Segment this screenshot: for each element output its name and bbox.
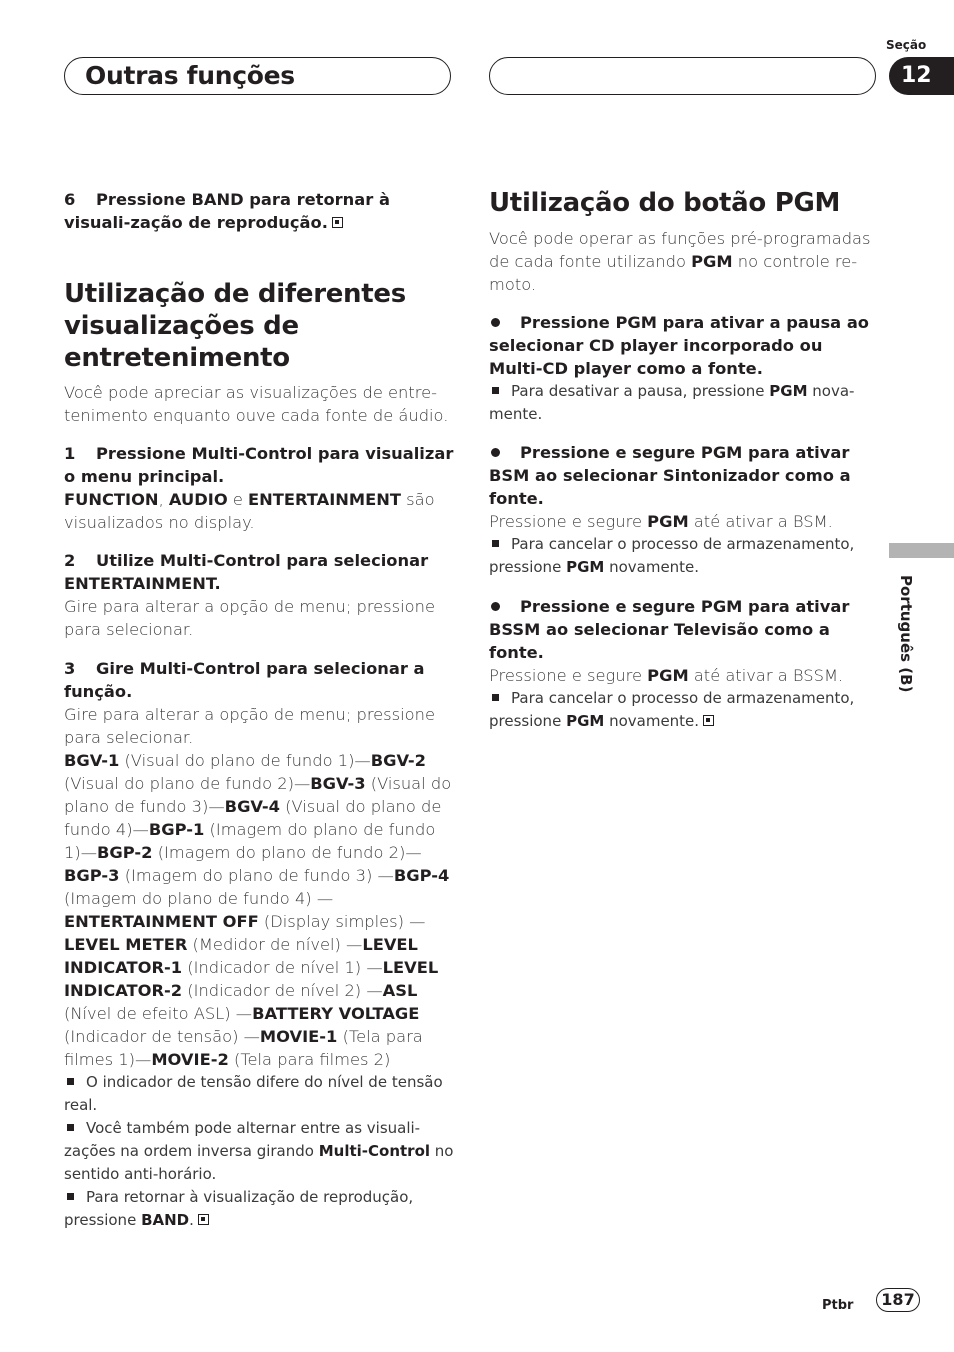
option-desc: (Imagem do plano de fundo 4) — <box>64 889 334 908</box>
pgm-pause-block <box>489 311 881 426</box>
option-name: LEVEL INDICATOR-1 <box>64 935 418 977</box>
step-1-desc: FUNCTION, AUDIO e ENTERTAINMENT são visualizados no display. <box>64 490 435 532</box>
step-1: 1 Pressione Multi-Control para visualizar o menu principal. <box>64 444 454 486</box>
end-mark-icon <box>703 715 714 726</box>
pgm-bssm-step: Pressione e segure PGM para ativar BSSM ao selecionar Televisão como a fonte. <box>489 597 850 662</box>
step-3: 3 Gire Multi-Control para selecionar a função. <box>64 659 425 701</box>
step-3-block <box>64 657 454 1232</box>
pgm-pause-step: Pressione PGM para ativar a pausa ao selecionar CD player incorporado ou Multi-CD player como a fonte. <box>489 313 869 378</box>
step-2-block <box>64 549 454 641</box>
bullet-square-icon <box>67 1078 74 1085</box>
step-2: 2 Utilize Multi-Control para selecionar ENTERTAINMENT. <box>64 551 429 593</box>
option-desc: (Indicador de nível 1) — <box>182 958 383 977</box>
end-mark-icon <box>198 1214 209 1225</box>
option-desc: (Visual do plano de fundo 3)— <box>64 774 452 816</box>
option-name: BGV-3 <box>310 774 366 793</box>
step-1-block <box>64 442 454 534</box>
option-desc: (Visual do plano de fundo 4)— <box>64 797 442 839</box>
option-name: BGP-4 <box>393 866 450 885</box>
note-reverse: Você também pode alternar entre as visuali-zações na ordem inversa girando Multi-Control no sentido anti-horário. <box>64 1119 454 1183</box>
bullet-square-icon <box>67 1124 74 1131</box>
step-2-desc: Gire para alterar a opção de menu; pressione para selecionar. <box>64 597 435 639</box>
step-6: 6 Pressione BAND para retornar à visuali-zação de reprodução. <box>64 190 390 232</box>
option-name: LEVEL INDICATOR-2 <box>64 958 439 1000</box>
pgm-bssm-block <box>489 595 881 733</box>
option-desc: (Visual do plano de fundo 2)— <box>64 774 311 793</box>
option-desc: (Tela para filmes 2) <box>228 1050 391 1069</box>
option-desc: (Visual do plano de fundo 1)— <box>119 751 371 770</box>
language-tab-label: Português (B) <box>897 575 915 693</box>
function-options-list <box>64 749 454 1071</box>
section-heading-pgm: Utilização do botão PGM <box>489 188 841 218</box>
header-title-box <box>64 57 451 95</box>
section-heading-entertainment: Utilização de diferentes visualizações de entretenimento <box>64 279 406 373</box>
note-return: Para retornar à visualização de reprodução, pressione BAND. <box>64 1188 414 1229</box>
section-label: Seção <box>886 38 927 52</box>
option-desc: (Imagem do plano de fundo 1)— <box>64 820 436 862</box>
header-title: Outras funções <box>85 61 295 90</box>
language-tab-marker <box>889 543 954 558</box>
option-name: BGP-3 <box>64 866 120 885</box>
pgm-bsm-step: Pressione e segure PGM para ativar BSM ao selecionar Sintonizador como a fonte. <box>489 443 851 508</box>
option-name: LEVEL METER <box>64 935 188 954</box>
pgm-bsm-desc: Pressione e segure PGM até ativar a BSM. <box>489 512 833 531</box>
bullet-square-icon <box>492 540 499 547</box>
pgm-bsm-block <box>489 441 881 579</box>
option-name: BATTERY VOLTAGE <box>252 1004 420 1023</box>
step-3-desc: Gire para alterar a opção de menu; pressione para selecionar. <box>64 705 435 747</box>
section-number-tab: 12 <box>889 57 954 95</box>
option-name: MOVIE-2 <box>151 1050 229 1069</box>
pgm-intro: Você pode operar as funções pré-programadas de cada fonte utilizando PGM no controle re-moto. <box>489 229 871 294</box>
page-number: 187 <box>876 1288 920 1312</box>
option-name: ENTERTAINMENT OFF <box>64 912 259 931</box>
pgm-bssm-desc: Pressione e segure PGM até ativar a BSSM. <box>489 666 844 685</box>
header-blank-box <box>489 57 876 95</box>
option-desc: (Imagem do plano de fundo 2)— <box>152 843 422 862</box>
bullet-square-icon <box>67 1193 74 1200</box>
option-desc: (Display simples) — <box>258 912 426 931</box>
option-desc: (Indicador de nível 2) — <box>182 981 383 1000</box>
option-desc: (Nível de efeito ASL) — <box>64 1004 253 1023</box>
option-name: BGV-4 <box>224 797 280 816</box>
note-voltage: O indicador de tensão difere do nível de tensão real. <box>64 1073 443 1114</box>
bullet-dot-icon <box>491 602 500 611</box>
intro-text: Você pode apreciar as visualizações de entre-tenimento enquanto ouve cada fonte de áudio. <box>64 383 449 425</box>
option-name: MOVIE-1 <box>259 1027 338 1046</box>
bullet-square-icon <box>492 387 499 394</box>
option-name: BGV-1 <box>64 751 120 770</box>
bullet-dot-icon <box>491 448 500 457</box>
pgm-pause-note: Para desativar a pausa, pressione PGM nova-mente. <box>489 382 855 423</box>
option-name: BGV-2 <box>370 751 426 770</box>
option-name: BGP-2 <box>97 843 153 862</box>
option-name: BGP-1 <box>148 820 205 839</box>
option-desc: (Imagem do plano de fundo 3) — <box>119 866 394 885</box>
option-desc: (Medidor de nível) — <box>187 935 363 954</box>
option-desc: (Indicador de tensão) — <box>64 1027 260 1046</box>
pgm-bsm-note: Para cancelar o processo de armazenamento, pressione PGM novamente. <box>489 535 855 576</box>
bullet-dot-icon <box>491 318 500 327</box>
bullet-square-icon <box>492 694 499 701</box>
option-name: ASL <box>382 981 418 1000</box>
footer-language-code: Ptbr <box>822 1298 854 1313</box>
option-desc: (Tela para filmes 1)— <box>64 1027 423 1069</box>
pgm-bssm-note: Para cancelar o processo de armazenamento, pressione PGM novamente. <box>489 689 855 730</box>
end-mark-icon <box>332 217 343 228</box>
